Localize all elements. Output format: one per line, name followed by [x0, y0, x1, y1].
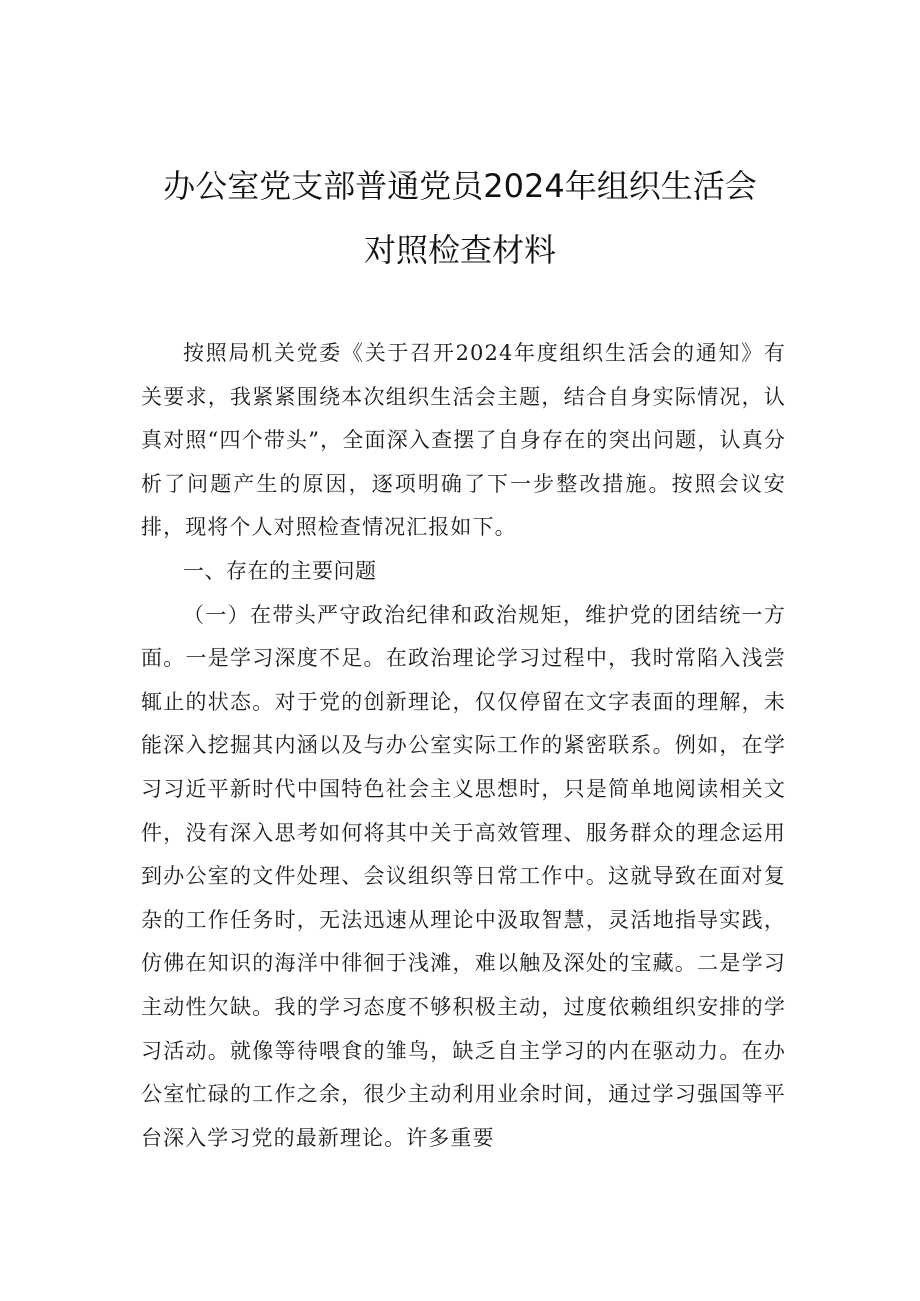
- document-body: [141, 332, 786, 1160]
- section-1-paragraph-1: （一）在带头严守政治纪律和政治规矩，维护党的团结统一方面。一是学习深度不足。在政治理论学习过程中，我时常陷入浅尝辄止的状态。对于党的创新理论，仅仅停留在文字表面的理解，未能深入挖掘其内涵以及与办公室实际工作的紧密联系。例如，在学习习近平新时代中国特色社会主义思想时，只是简单地阅读相关文件，没有深入思考如何将其中关于高效管理、服务群众的理念运用到办公室的文件处理、会议组织等日常工作中。这就导致在面对复杂的工作任务时，无法迅速从理论中汲取智慧，灵活地指导实践，仿佛在知识的海洋中徘徊于浅滩，难以触及深处的宝藏。二是学习主动性欠缺。我的学习态度不够积极主动，过度依赖组织安排的学习活动。就像等待喂食的雏鸟，缺乏自主学习的内在驱动力。在办公室忙碌的工作之余，很少主动利用业余时间，通过学习强国等平台深入学习党的最新理论。许多重要: [141, 602, 786, 1150]
- document-title-line-2: 对照检查材料: [363, 231, 556, 269]
- document-title-line-1: 办公室党支部普通党员2024年组织生活会: [163, 167, 757, 205]
- intro-paragraph: 按照局机关党委《关于召开2024年度组织生活会的通知》有关要求，我紧紧围绕本次组织生活会主题，结合自身实际情况，认真对照“四个带头”，全面深入查摆了自身存在的突出问题，认真分析了问题产生的原因，逐项明确了下一步整改措施。按照会议安排，现将个人对照检查情况汇报如下。: [141, 341, 786, 540]
- section-heading-main-problems: 一、存在的主要问题: [183, 558, 377, 583]
